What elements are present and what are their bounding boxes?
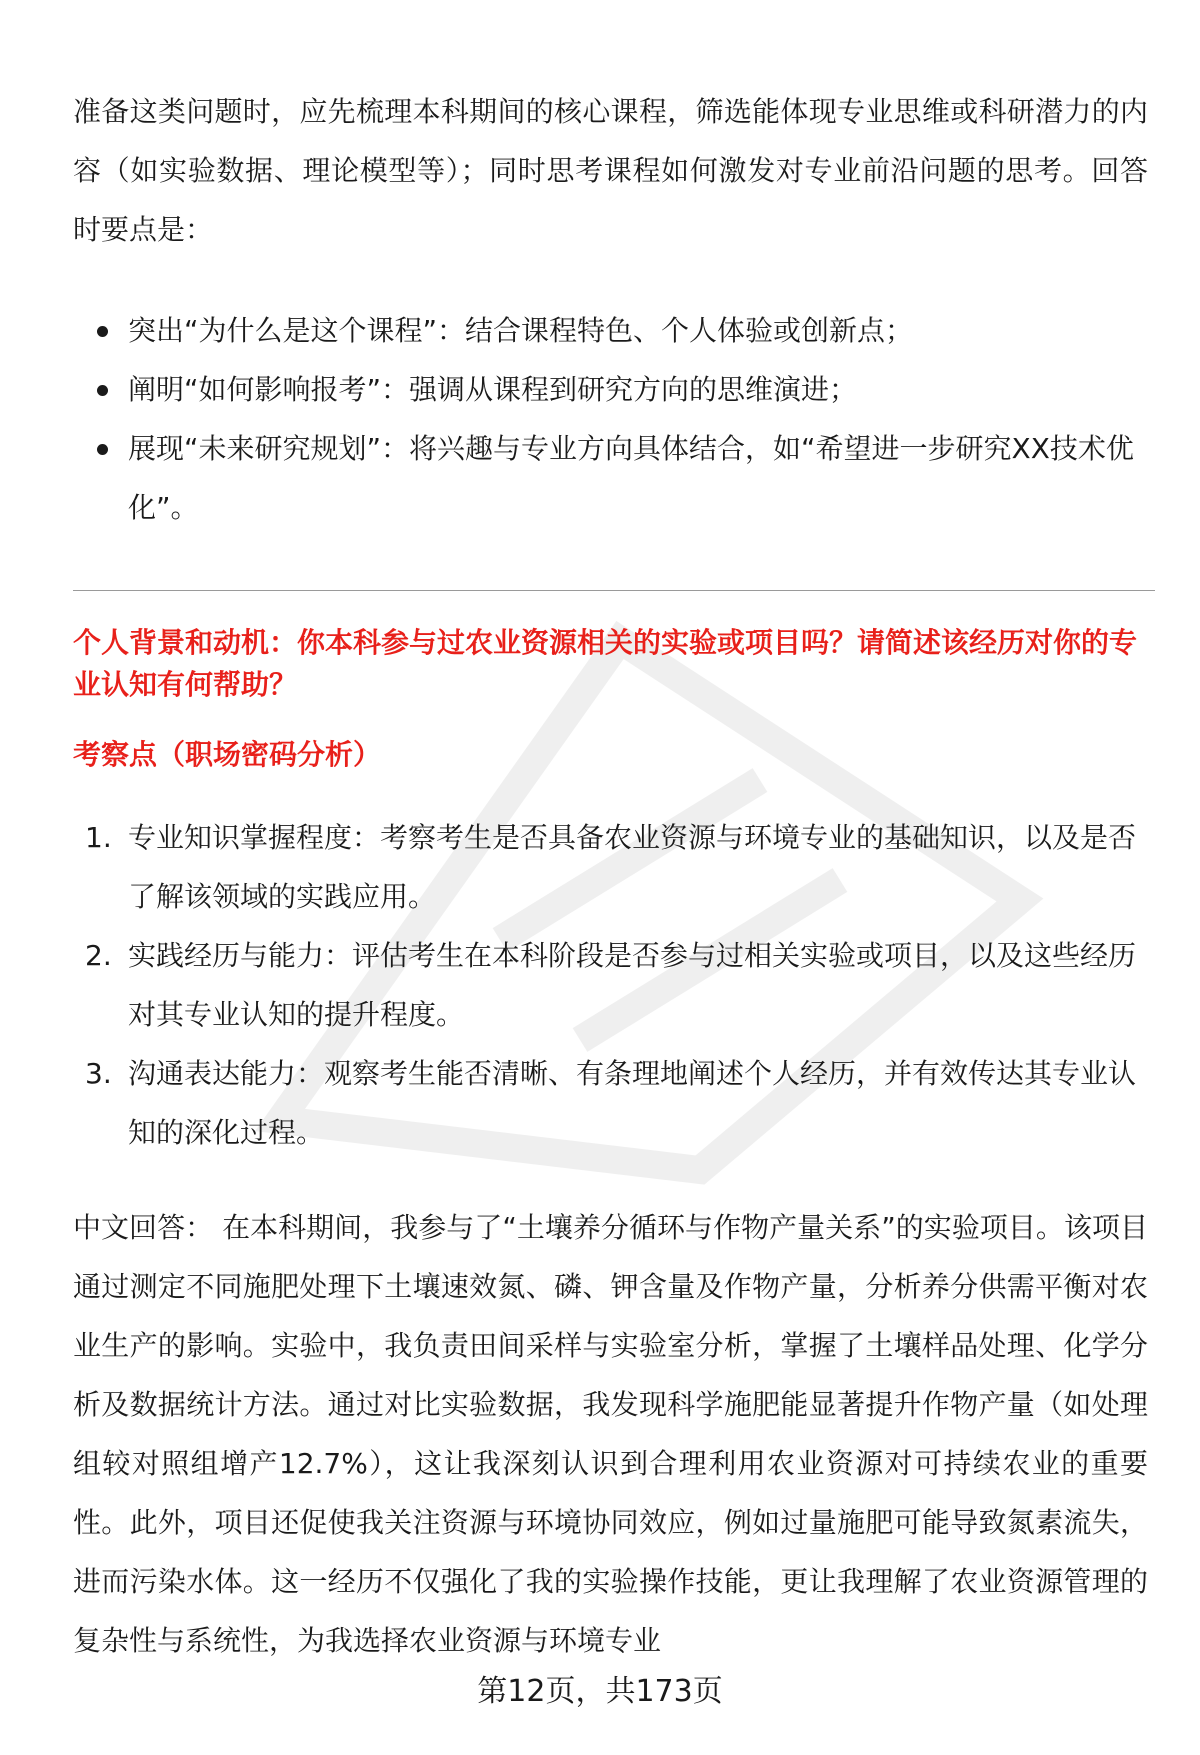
answer-paragraph: 中文回答： 在本科期间，我参与了“土壤养分循环与作物产量关系”的实验项目。该项目通过测定不同施肥处理下土壤速效氮、磷、钾含量及作物产量，分析养分供需平衡对农业生产的影响。实验中，我负责田间采样与实验室分析，掌握了土壤样品处理、化学分析及数据统计方法。通过对比实验数据，我发现科学施肥能显著提升作物产量（如处理组较对照组增产12.7%），这让我深刻认识到合理利用农业资源对可持续农业的重要性。此外，项目还促使我关注资源与环境协同效应，例如过量施肥可能导致氮素流失，进而污染水体。这一经历不仅强化了我的实验操作技能，更让我理解了农业资源管理的复杂性与系统性，为我选择农业资源与环境专业: [73, 1211, 1148, 1657]
list-item-text: 实践经历与能力：评估考生在本科阶段是否参与过相关实验或项目，以及这些经历对其专业认知的提升程度。: [128, 939, 1137, 1031]
list-item: [73, 419, 1148, 537]
bullet-dot-icon: [97, 444, 108, 455]
list-item: [73, 1044, 1148, 1162]
intro-paragraph: 准备这类问题时，应先梳理本科期间的核心课程，筛选能体现专业思维或科研潜力的内容（如实验数据、理论模型等）；同时思考课程如何激发对专业前沿问题的思考。回答时要点是：: [73, 95, 1148, 246]
list-item-text: 专业知识掌握程度：考察考生是否具备农业资源与环境专业的基础知识，以及是否了解该领域的实践应用。: [128, 821, 1137, 913]
list-item-text: 展现“未来研究规划”：将兴趣与专业方向具体结合，如“希望进一步研究XX技术优化”。: [128, 432, 1134, 524]
list-item: [73, 360, 1148, 419]
section-divider: [73, 590, 1155, 591]
question-heading: 个人背景和动机：你本科参与过农业资源相关的实验或项目吗？请简述该经历对你的专业认知有何帮助？: [73, 626, 1138, 701]
list-item: [73, 808, 1148, 926]
list-number: 3.: [85, 1057, 112, 1090]
assessment-heading: 考察点（职场密码分析）: [73, 738, 382, 771]
key-points-list: [73, 301, 1148, 537]
page-number: 第12页，共173页: [477, 1674, 723, 1709]
bullet-dot-icon: [97, 385, 108, 396]
assessment-list: [73, 808, 1148, 1162]
list-number: 2.: [85, 939, 112, 972]
bullet-dot-icon: [97, 326, 108, 337]
list-item-text: 突出“为什么是这个课程”：结合课程特色、个人体验或创新点；: [128, 314, 914, 347]
list-number: 1.: [85, 821, 112, 854]
list-item-text: 阐明“如何影响报考”：强调从课程到研究方向的思维演进；: [128, 373, 858, 406]
list-item-text: 沟通表达能力：观察考生能否清晰、有条理地阐述个人经历，并有效传达其专业认知的深化过程。: [128, 1057, 1137, 1149]
list-item: [73, 301, 1148, 360]
list-item: [73, 926, 1148, 1044]
